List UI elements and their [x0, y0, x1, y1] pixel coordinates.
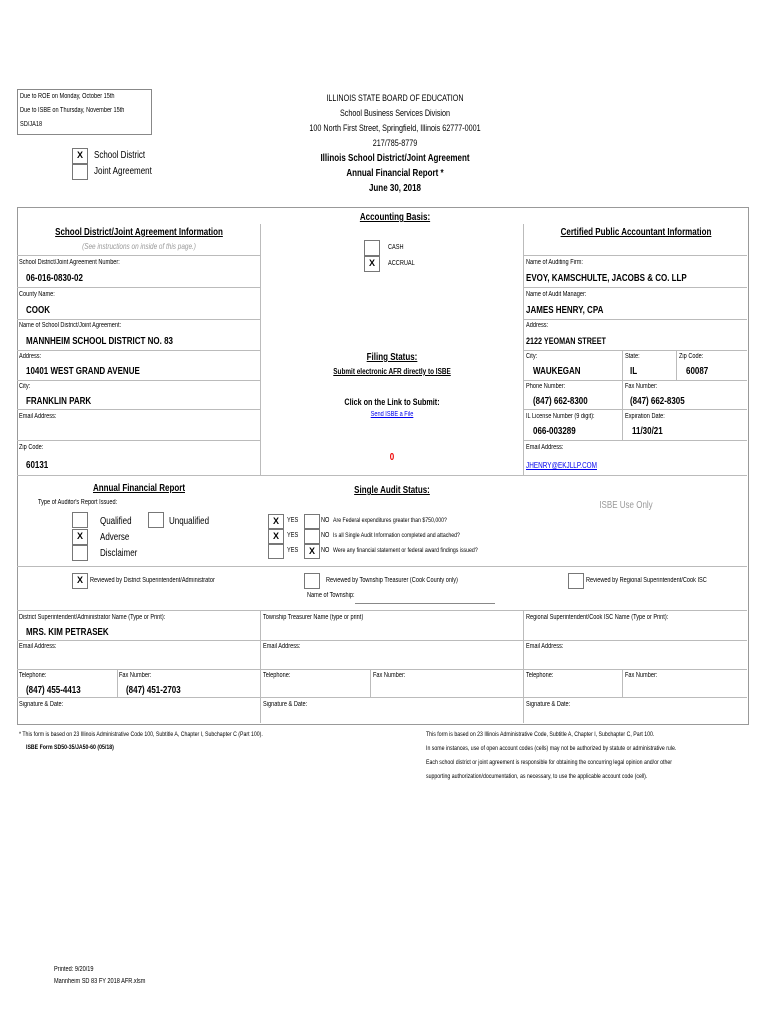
- district-zip[interactable]: 60131: [26, 460, 49, 471]
- filing-submit-text: Submit electronic AFR directly to ISBE: [333, 367, 451, 376]
- filing-click-text: Click on the Link to Submit:: [344, 397, 440, 407]
- district-city[interactable]: FRANKLIN PARK: [26, 396, 92, 407]
- unqualified-checkbox[interactable]: [148, 512, 164, 528]
- superintendent-name[interactable]: MRS. KIM PETRASEK: [26, 627, 109, 638]
- township-name-label: Name of Township:: [307, 592, 355, 599]
- treasurer-telephone-label: Telephone:: [263, 672, 291, 679]
- footer-right-4: supporting authorization/documentation, as necessary, to use the applicable account code (cell).: [426, 773, 648, 780]
- super-telephone-label: Telephone:: [19, 672, 47, 679]
- manager-name[interactable]: JAMES HENRY, CPA: [526, 305, 604, 316]
- accrual-checkbox[interactable]: X: [364, 256, 380, 272]
- report-date: June 30, 2018: [368, 183, 422, 194]
- super-fax-label: Fax Number:: [119, 672, 152, 679]
- agency-address: 100 North First Street, Springfield, Illinois 62777-0001: [309, 123, 481, 133]
- reviewed-district-checkbox[interactable]: X: [72, 573, 88, 589]
- footer-left-note: * This form is based on 23 Illinois Administrative Code 100, Subtitle A, Chapter I, Subchapter C (Part 100).: [19, 731, 263, 738]
- cpa-zip[interactable]: 60087: [686, 366, 709, 377]
- cpa-state[interactable]: IL: [630, 366, 638, 377]
- cpa-city[interactable]: WAUKEGAN: [533, 366, 581, 377]
- firm-label: Name of Auditing Firm:: [526, 259, 583, 266]
- q1-yes-label: YES: [287, 517, 299, 524]
- q1-yes-checkbox[interactable]: X: [268, 514, 284, 529]
- q3-yes-label: YES: [287, 547, 299, 554]
- q2-yes-label: YES: [287, 532, 299, 539]
- isbe-form-id: ISBE Form SD50-35/JA50-60 (05/18): [26, 744, 114, 751]
- district-name[interactable]: MANNHEIM SCHOOL DISTRICT NO. 83: [26, 336, 173, 347]
- form-title: Illinois School District/Joint Agreement: [320, 153, 470, 164]
- super-signature-label: Signature & Date:: [19, 701, 64, 708]
- reviewed-regional-checkbox[interactable]: [568, 573, 584, 589]
- cpa-city-label: City:: [526, 353, 538, 360]
- single-audit-title: Single Audit Status:: [354, 485, 430, 496]
- school-district-label: School District: [94, 150, 146, 161]
- adverse-label: Adverse: [100, 532, 130, 543]
- q2-text: Is all Single Audit Information completed and attached?: [333, 532, 460, 539]
- q3-text: Were any financial statement or federal award findings issued?: [333, 547, 478, 554]
- regional-fax-label: Fax Number:: [625, 672, 658, 679]
- regional-name-label: Regional Superintendent/Cook ISC Name (Type or Print):: [526, 614, 669, 621]
- cpa-fax-label: Fax Number:: [625, 383, 658, 390]
- agency-name: ILLINOIS STATE BOARD OF EDUCATION: [326, 93, 464, 103]
- qualified-label: Qualified: [100, 516, 132, 527]
- regional-email-label: Email Address:: [526, 643, 564, 650]
- license-number[interactable]: 066-003289: [533, 426, 576, 437]
- county-label: County Name:: [19, 291, 55, 298]
- district-name-label: Name of School District/Joint Agreement:: [19, 322, 122, 329]
- cpa-phone-label: Phone Number:: [526, 383, 566, 390]
- district-address[interactable]: 10401 WEST GRAND AVENUE: [26, 366, 140, 377]
- accounting-basis-title: Accounting Basis:: [359, 212, 431, 223]
- district-number-label: School District/Joint Agreement Number:: [19, 259, 120, 266]
- cash-checkbox[interactable]: [364, 240, 380, 256]
- send-isbe-file-link[interactable]: Send ISBE a File: [370, 411, 414, 418]
- treasurer-fax-label: Fax Number:: [373, 672, 406, 679]
- cpa-address[interactable]: 2122 YEOMAN STREET: [526, 336, 606, 346]
- district-zip-label: Zip Code:: [19, 444, 44, 451]
- report-title: Annual Financial Report *: [346, 168, 444, 179]
- school-district-checkbox[interactable]: X: [72, 148, 88, 164]
- afr-title: Annual Financial Report: [92, 483, 185, 494]
- q2-no-checkbox[interactable]: [304, 529, 320, 544]
- qualified-checkbox[interactable]: [72, 512, 88, 528]
- file-name: Mannheim SD 83 FY 2018 AFR.xlsm: [54, 978, 146, 985]
- reviewed-district-label: Reviewed by District Superintendent/Administrator: [90, 577, 215, 584]
- county-name[interactable]: COOK: [26, 305, 50, 316]
- district-address-label: Address:: [19, 353, 42, 360]
- cpa-state-label: State:: [625, 353, 640, 360]
- reviewed-township-label: Reviewed by Township Treasurer (Cook County only): [326, 577, 458, 584]
- filing-zero-value: 0: [389, 452, 395, 463]
- division-name: School Business Services Division: [339, 108, 451, 118]
- district-number[interactable]: 06-016-0830-02: [26, 273, 83, 284]
- regional-telephone-label: Telephone:: [526, 672, 554, 679]
- license-label: IL License Number (9 digit):: [526, 413, 595, 420]
- due-roe: Due to ROE on Monday, October 15th: [20, 93, 115, 100]
- isbe-use-only: ISBE Use Only: [599, 500, 653, 511]
- expiration-date[interactable]: 11/30/21: [632, 426, 663, 437]
- q1-no-checkbox[interactable]: [304, 514, 320, 529]
- form-frame: [17, 207, 749, 725]
- cpa-email-label: Email Address:: [526, 444, 564, 451]
- footer-right-1: This form is based on 23 Illinois Administrative Code, Subtitle A, Chapter I, Subchapter C, Part 100.: [426, 731, 655, 738]
- cpa-info-title: Certified Public Accountant Information: [560, 227, 712, 238]
- q1-no-label: NO: [321, 517, 330, 524]
- q2-yes-checkbox[interactable]: X: [268, 529, 284, 544]
- cash-label: CASH: [388, 244, 404, 251]
- q3-no-checkbox[interactable]: X: [304, 544, 320, 559]
- firm-name[interactable]: EVOY, KAMSCHULTE, JACOBS & CO. LLP: [526, 273, 687, 284]
- cpa-fax[interactable]: (847) 662-8305: [630, 396, 685, 407]
- agency-phone: 217/785-8779: [372, 138, 418, 148]
- joint-agreement-label: Joint Agreement: [94, 166, 152, 177]
- cpa-phone[interactable]: (847) 662-8300: [533, 396, 588, 407]
- district-info-instructions: (See instructions on inside of this page.): [82, 242, 196, 251]
- filing-status-title: Filing Status:: [366, 352, 418, 363]
- q1-text: Are Federal expenditures greater than $750,000?: [333, 517, 447, 524]
- cpa-email-link[interactable]: JHENRY@EKJLLP.COM: [526, 461, 597, 470]
- q2-no-label: NO: [321, 532, 330, 539]
- report-type-label: Type of Auditor's Report Issued:: [38, 499, 118, 506]
- treasurer-signature-label: Signature & Date:: [263, 701, 308, 708]
- township-name-line[interactable]: [355, 603, 495, 604]
- district-city-label: City:: [19, 383, 31, 390]
- q3-no-label: NO: [321, 547, 330, 554]
- treasurer-email-label: Email Address:: [263, 643, 301, 650]
- reviewed-township-checkbox[interactable]: [304, 573, 320, 589]
- due-isbe: Due to ISBE on Thursday, November 15th: [20, 107, 125, 114]
- reviewed-regional-label: Reviewed by Regional Superintendent/Cook ISC: [586, 577, 707, 584]
- q3-yes-checkbox[interactable]: [268, 544, 284, 559]
- joint-agreement-checkbox[interactable]: [72, 164, 88, 180]
- footer-right-3: Each school district or joint agreement is responsible for obtaining the concurring legal opinion and/or other: [426, 759, 672, 766]
- super-telephone[interactable]: (847) 455-4413: [26, 685, 81, 696]
- super-fax[interactable]: (847) 451-2703: [126, 685, 181, 696]
- manager-label: Name of Audit Manager:: [526, 291, 587, 298]
- district-email-label: Email Address:: [19, 413, 57, 420]
- disclaimer-checkbox[interactable]: [72, 545, 88, 561]
- regional-signature-label: Signature & Date:: [526, 701, 571, 708]
- superintendent-name-label: District Superintendent/Administrator Name (Type or Print):: [19, 614, 166, 621]
- cpa-address-label: Address:: [526, 322, 549, 329]
- super-email-label: Email Address:: [19, 643, 57, 650]
- footer-right-2: In some instances, use of open account codes (cells) may not be authorized by statute or administrative rule.: [426, 745, 677, 752]
- disclaimer-label: Disclaimer: [100, 548, 138, 559]
- treasurer-name-label: Township Treasurer Name (type or print): [263, 614, 364, 621]
- expiration-label: Expiration Date:: [625, 413, 665, 420]
- adverse-checkbox[interactable]: X: [72, 529, 88, 545]
- form-code: SD/JA18: [20, 121, 43, 128]
- accrual-label: ACCRUAL: [388, 260, 415, 267]
- cpa-zip-label: Zip Code:: [679, 353, 704, 360]
- printed-date: Printed: 9/20/19: [54, 966, 94, 973]
- district-info-title: School District/Joint Agreement Information: [55, 227, 223, 238]
- unqualified-label: Unqualified: [169, 516, 210, 527]
